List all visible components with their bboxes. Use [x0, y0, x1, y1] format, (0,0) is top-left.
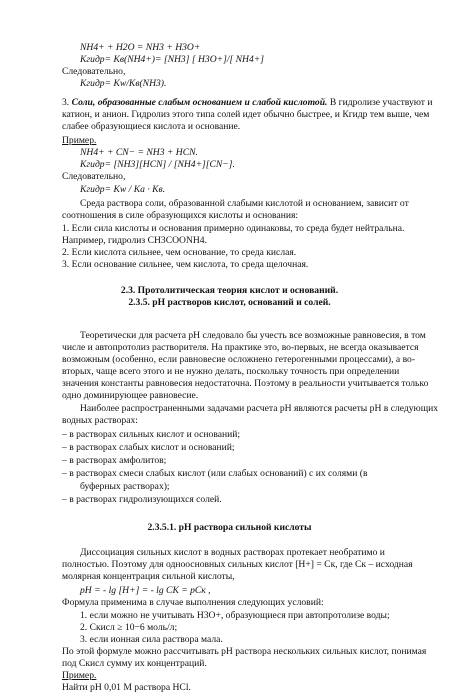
heading-2-3-5: 2.3.5. pH растворов кислот, оснований и солей. [128, 297, 331, 308]
theory-line4: вторых, чаще всего этого и не нужно делать, поскольку точность при определении [62, 366, 400, 377]
section-3-line2: катион, и анион. Гидролиз этого типа солей идет обычно быстрее, и Кгидр тем выше, чем [62, 109, 430, 120]
section-3-line3: слабее образующиеся кислота и основание. [62, 121, 241, 132]
list-item: – в растворах смеси слабых кислот (или слабых оснований) с их солями (в [62, 468, 368, 479]
paragraph-medium-line1: Среда раствора соли, образованной слабыми кислотой и основанием, зависит от [80, 198, 409, 209]
theory-line1: Теоретически для расчета pH следовало бы учесть все возможные равновесия, в том [80, 330, 426, 341]
heading-2-3-5-1: 2.3.5.1. pH раствора сильной кислоты [147, 522, 312, 533]
list-item: – в растворах слабых кислот и оснований; [62, 442, 235, 453]
equation-ammonium-water: NH4+ + H2O = NH3 + H3O+ [80, 42, 201, 53]
paragraph-medium-line2: соотношения в силе образующихся кислоты и основания: [62, 210, 299, 221]
strong-acid-line2: полностью. Поэтому для одноосновных сильных кислот [H+] = Cк, где Cк – исходная [62, 559, 413, 570]
equation-ph-strong-acid: pH = - lg [H+] = - lg CК = pCк , [80, 585, 211, 596]
equation-kgidr-cyanide: Kгидр= [NH3][HCN] / [NH4+][CN−]. [80, 159, 235, 170]
equation-ammonium-cyanide: NH4+ + CN− = NH3 + HCN. [80, 147, 198, 158]
rule-2: 2. Если кислота сильнее, чем основание, то среда кислая. [62, 247, 297, 258]
list-item: – в растворах сильных кислот и оснований; [62, 429, 241, 440]
heading-2-3: 2.3. Протолитическая теория кислот и оснований. [120, 285, 339, 296]
theory-line2: числе и автопротолиз растворителя. На практике это, во-первых, не всегда оказывается [62, 342, 419, 353]
condition-2: 2. Cкисл ≥ 10−6 моль/л; [80, 622, 178, 633]
example-task: Найти pH 0,01 М раствора HCl. [62, 682, 191, 693]
theory-line3: возможным (особенно, если равновесие осложнено гетерогенными процессами), а во- [62, 354, 416, 365]
consequently-text: Следовательно, [62, 66, 126, 77]
strong-acid-line3: молярная концентрация сильной кислоты, [62, 571, 235, 582]
several-acids-line1: По этой формуле можно рассчитывать pH раствора нескольких сильных кислот, понимая [62, 646, 427, 657]
equation-kgidr-ka-kb: Kгидр= Kw / Ka · Kв. [80, 184, 166, 195]
example-label: Пример. [62, 135, 97, 146]
theory-line5: значения константы равновесия недостаточна. Поэтому в реальности учитывается только [62, 378, 429, 389]
section-3-text: В гидролизе участвуют и [327, 97, 433, 108]
strong-acid-line1: Диссоциация сильных кислот в водных растворах протекает необратимо и [80, 547, 385, 558]
equation-kgidr-result: Kгидр= Kw/Kв(NH3). [80, 78, 167, 89]
section-3-heading [62, 97, 433, 108]
equation-hydrolysis-constant: Kгидр= Кв(NH4+)= [NH3] [ H3O+]/[ NH4+] [80, 54, 264, 65]
rule-3: 3. Если основание сильнее, чем кислота, то среда щелочная. [62, 259, 309, 270]
conditions-intro: Формула применима в случае выполнения следующих условий: [62, 597, 324, 608]
example-label-2: Пример. [62, 670, 97, 681]
section-3-number: 3. [62, 97, 70, 108]
tasks-line1: Наиболее распространенными задачами расчета pH являются расчеты pH в следующих [80, 403, 439, 414]
condition-1: 1. если можно не учитывать H3O+, образующиеся при автопротолизе воды; [80, 610, 390, 621]
condition-3: 3. если ионная сила раствора мала. [80, 634, 223, 645]
rule-1-line2: Например, гидролиз CH3COONH4. [62, 235, 208, 246]
several-acids-line2: под Cкисл сумму их концентраций. [62, 658, 207, 669]
list-item: – в растворах гидролизующихся солей. [62, 494, 222, 505]
section-3-title: Соли, образованные слабым основанием и слабой кислотой. [71, 97, 328, 108]
consequently-text-2: Следовательно, [62, 171, 126, 182]
list-item-continuation: буферных растворах); [80, 481, 170, 492]
tasks-line2: водных растворах: [62, 415, 138, 426]
list-item: – в растворах амфолитов; [62, 455, 167, 466]
theory-line6: одно доминирующее равновесие. [62, 390, 199, 401]
rule-1-line1: 1. Если сила кислоты и основания примерно одинаковы, то среда будет нейтральна. [62, 223, 405, 234]
